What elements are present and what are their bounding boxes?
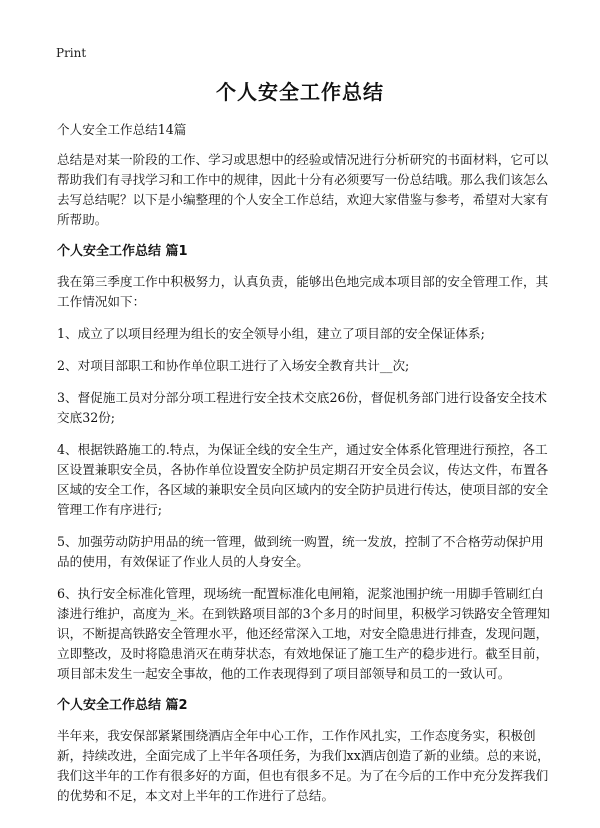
section-1-item-4: 4、根据铁路施工的.特点，为保证全线的安全生产，通过安全体系化管理进行预控，各工区设置兼职安全员，各协作单位设置安全防护员定期召开安全员会议，传达文件，布置各区域的安全工作，各区域的兼职安全员向区域内的安全防护员进行传达，使项目部的安全管理工作有序进行; bbox=[57, 442, 549, 517]
document-body bbox=[57, 120, 550, 818]
page-title: 个人安全工作总结 bbox=[216, 80, 384, 104]
section-1-item-5: 5、加强劳动防护用品的统一管理，做到统一购置，统一发放，控制了不合格劳动保护用品的使用，有效保证了作业人员的人身安全。 bbox=[57, 534, 544, 569]
section-heading-2: 个人安全工作总结 篇2 bbox=[57, 698, 188, 713]
section-heading-1: 个人安全工作总结 篇1 bbox=[57, 244, 188, 259]
section-2-paragraph: 半年来，我安保部紧紧围绕酒店全年中心工作，工作作风扎实，工作态度务实，积极创新，持续改进，全面完成了上半年各项任务，为我们xx酒店创造了新的业绩。总的来说，我们这半年的工作有很多好的方面，但也有很多不足。为了在今后的工作中充分发挥我们的优势和不足，本文对上半年的工作进行了总结。 bbox=[57, 728, 550, 803]
section-1-item-1: 1、成立了以项目经理为组长的安全领导小组，建立了项目部的安全保证体系; bbox=[57, 326, 485, 341]
section-1-paragraph: 我在第三季度工作中积极努力，认真负责，能够出色地完成本项目部的安全管理工作，其工作情况如下： bbox=[57, 274, 549, 309]
intro-paragraph: 总结是对某一阶段的工作、学习或思想中的经验或情况进行分析研究的书面材料，它可以帮助我们有寻找学习和工作中的规律，因此十分有必须要写一份总结哦。那么我们该怎么去写总结呢？以下是小编整理的个人安全工作总结，欢迎大家借鉴与参考，希望对大家有所帮助。 bbox=[57, 152, 549, 227]
print-link[interactable]: Print bbox=[56, 46, 87, 60]
section-1-item-3: 3、督促施工员对分部分项工程进行安全技术交底26份，督促机务部门进行设备安全技术交底32份; bbox=[57, 390, 548, 425]
section-1-item-6: 6、执行安全标准化管理，现场统一配置标准化电闸箱，泥浆池围护统一用脚手管刷红白漆进行维护，高度为_米。在到铁路项目部的3个多月的时间里，积极学习铁路安全管理知识，不断提高铁路安全管理水平，他还经常深入工地，对安全隐患进行排查，发现问题，立即整改，及时将隐患消灭在萌芽状态，有效地保证了施工生产的稳步进行。截至目前，项目部未发生一起安全事故，他的工作表现得到了项目部领导和员工的一致认可。 bbox=[57, 586, 550, 681]
document-subtitle: 个人安全工作总结14篇 bbox=[57, 122, 187, 137]
section-1-item-2: 2、对项目部职工和协作单位职工进行了入场安全教育共计__次; bbox=[57, 358, 410, 373]
